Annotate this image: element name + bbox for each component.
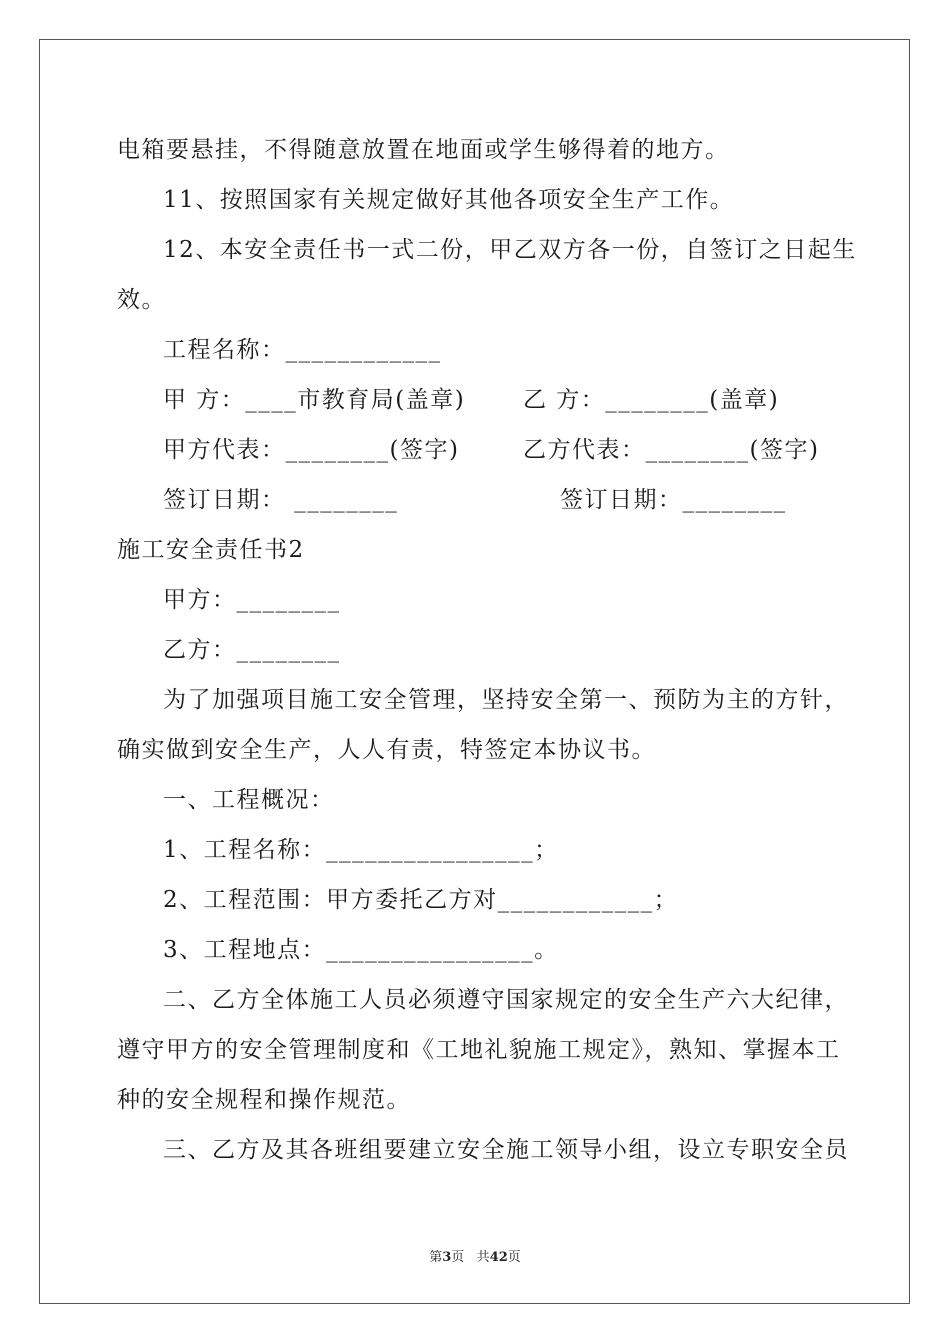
text-line: 一、工程概况： (163, 787, 335, 813)
section-title: 施工安全责任书2 (117, 537, 305, 563)
text-line: 效。 (117, 287, 166, 313)
text-line: 12、本安全责任书一式二份，甲乙双方各一份，自签订之日起生 (163, 237, 857, 263)
sign-date-b: 签订日期：________ (560, 487, 787, 513)
total-suffix: 页 (507, 1250, 521, 1265)
text-line: 二、乙方全体施工人员必须遵守国家规定的安全生产六大纪律， (163, 987, 849, 1013)
text-line: 11、按照国家有关规定做好其他各项安全生产工作。 (163, 187, 735, 213)
total-prefix: 共 (476, 1250, 490, 1265)
sign-date-a: 签订日期： ________ (163, 487, 399, 513)
text-line: 3、工程地点：________________。 (163, 937, 559, 963)
party-a-field: 甲 方：____市教育局(盖章) (163, 387, 466, 413)
party-b-rep-field: 乙方代表：________(签字) (523, 437, 820, 463)
text-line: 1、工程名称：________________； (163, 837, 559, 863)
text-line: 2、工程范围：甲方委托乙方对____________； (163, 887, 679, 913)
total-pages: 42 (489, 1250, 508, 1265)
party-a-rep-field: 甲方代表：________(签字) (163, 437, 460, 463)
project-name-field: 工程名称：____________ (163, 337, 442, 363)
party-b-field: 乙 方：________(盖章) (523, 387, 780, 413)
page-footer (0, 1249, 950, 1267)
text-line: 电箱要悬挂，不得随意放置在地面或学生够得着的地方。 (117, 137, 730, 163)
page-number: 3 (442, 1250, 452, 1265)
page-border (39, 39, 910, 1304)
text-line: 遵守甲方的安全管理制度和《工地礼貌施工规定》，熟知、掌握本工 (117, 1037, 841, 1063)
text-line: 三、乙方及其各班组要建立安全施工领导小组，设立专职安全员 (163, 1137, 849, 1163)
text-line: 确实做到安全生产，人人有责，特签定本协议书。 (117, 737, 656, 763)
text-line: 为了加强项目施工安全管理，坚持安全第一、预防为主的方针， (163, 687, 849, 713)
page-suffix: 页 (451, 1250, 465, 1265)
text-line: 种的安全规程和操作规范。 (117, 1087, 411, 1113)
party-a-blank: 甲方：________ (163, 587, 341, 613)
page-prefix: 第 (429, 1250, 443, 1265)
party-b-blank: 乙方：________ (163, 637, 341, 663)
